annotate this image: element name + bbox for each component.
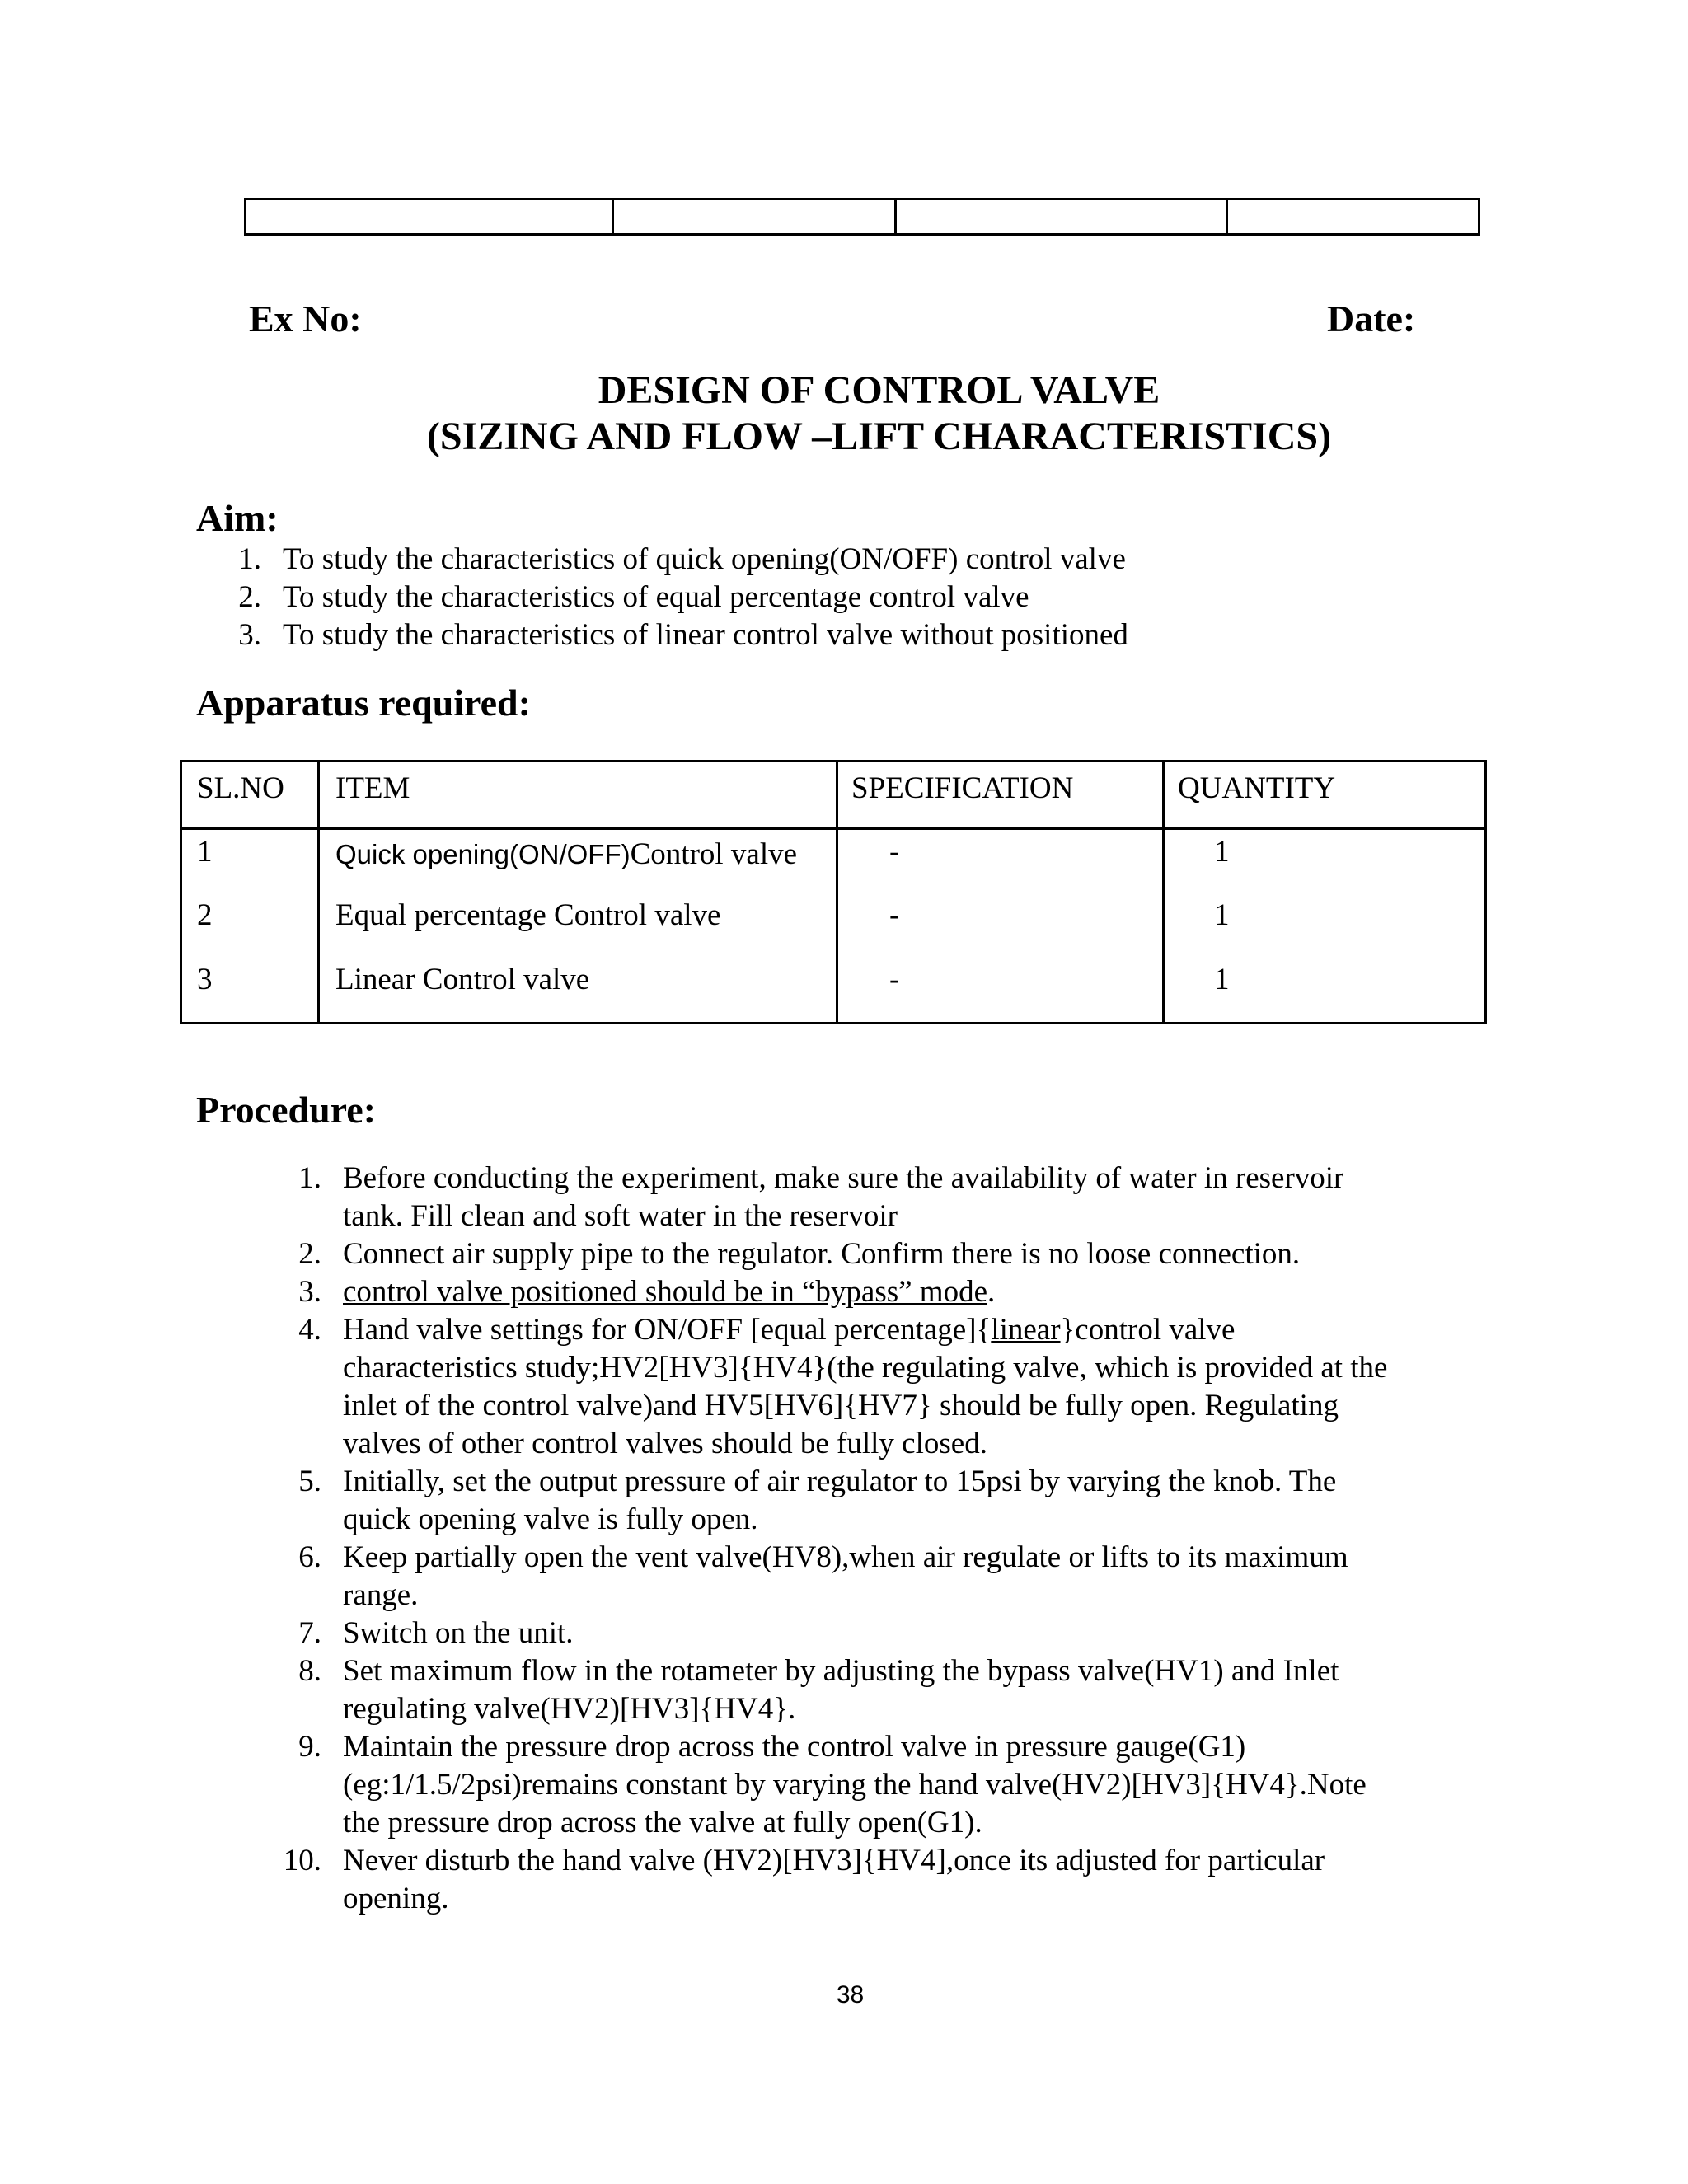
apparatus-table xyxy=(180,760,1487,1024)
header-strip-cell xyxy=(1228,200,1478,233)
header-strip-cell xyxy=(897,200,1228,233)
table-header-slno: SL.NO xyxy=(197,771,284,805)
table-cell-quantity: 1 xyxy=(1214,963,1230,996)
aim-heading: Aim: xyxy=(196,497,279,539)
list-item: 8. Set maximum flow in the rotameter by adjusting the bypass valve(HV1) and Inlet regulating valve(HV2)[HV3]{HV4}. xyxy=(298,1654,1339,1726)
table-cell-slno: 2 xyxy=(197,898,213,932)
list-item: 1. To study the characteristics of quick opening(ON/OFF) control valve xyxy=(238,542,1126,576)
document-subtitle: (SIZING AND FLOW –LIFT CHARACTERISTICS) xyxy=(426,415,1332,458)
table-cell-quantity: 1 xyxy=(1214,835,1230,869)
table-cell-slno: 1 xyxy=(197,835,213,869)
table-divider xyxy=(1162,762,1165,1022)
ex-no-label: Ex No: xyxy=(249,298,362,340)
table-cell-item: Quick opening(ON/OFF)Control valve xyxy=(335,837,798,871)
table-divider xyxy=(182,827,1484,830)
table-cell-item: Linear Control valve xyxy=(335,963,590,996)
list-item: 6. Keep partially open the vent valve(HV8),when air regulate or lifts to its maximum range. xyxy=(298,1540,1348,1612)
table-header-specification: SPECIFICATION xyxy=(851,771,1074,805)
table-cell-slno: 3 xyxy=(197,963,213,996)
table-divider xyxy=(836,762,838,1022)
procedure-list xyxy=(283,1160,1489,1918)
table-header-quantity: QUANTITY xyxy=(1178,771,1336,805)
list-item: 3. control valve positioned should be in “bypass” mode. xyxy=(298,1275,996,1309)
header-strip-cell xyxy=(614,200,897,233)
table-cell-quantity: 1 xyxy=(1214,898,1230,932)
list-item: 7. Switch on the unit. xyxy=(298,1616,574,1650)
list-item: 5. Initially, set the output pressure of air regulator to 15psi by varying the knob. The quick opening valve is fully open. xyxy=(298,1465,1337,1536)
list-item: 3. To study the characteristics of linear control valve without positioned xyxy=(238,618,1128,652)
apparatus-heading: Apparatus required: xyxy=(196,682,531,724)
list-item: 9. Maintain the pressure drop across the control valve in pressure gauge(G1) (eg:1/1.5/2psi)remains constant by varying the hand valve(HV2)[HV3]{HV4}.Note the pressure drop across the valve at fully open(G1). xyxy=(298,1730,1367,1840)
list-item: 2. Connect air supply pipe to the regulator. Confirm there is no loose connection. xyxy=(298,1237,1301,1271)
table-header-item: ITEM xyxy=(335,771,410,805)
list-item: 2. To study the characteristics of equal percentage control valve xyxy=(238,580,1029,614)
page-number: 38 xyxy=(836,1981,865,2008)
header-strip-table xyxy=(244,198,1480,236)
list-item: 4. Hand valve settings for ON/OFF [equal percentage]{linear}control valve characteristics study;HV2[HV3]{HV4}(the regulating valve, which is provided at the inlet of the control valve)and HV5[HV6]{HV7} should be fully open. Regulating valves of other control valves should be fully closed. xyxy=(298,1313,1388,1460)
table-cell-item: Equal percentage Control valve xyxy=(335,898,721,932)
date-label: Date: xyxy=(1327,298,1416,340)
document-title: DESIGN OF CONTROL VALVE xyxy=(598,368,1160,412)
table-divider xyxy=(317,762,320,1022)
list-item: 1. Before conducting the experiment, make sure the availability of water in reservoir tank. Fill clean and soft water in the reservoir xyxy=(298,1161,1344,1233)
table-cell-specification: - xyxy=(889,835,900,869)
table-cell-specification: - xyxy=(889,963,900,996)
header-strip-cell xyxy=(246,200,614,233)
aim-list xyxy=(238,541,1519,654)
procedure-heading: Procedure: xyxy=(196,1089,377,1131)
list-item: 10. Never disturb the hand valve (HV2)[HV3]{HV4],once its adjusted for particular opening. xyxy=(283,1844,1325,1915)
table-cell-specification: - xyxy=(889,898,900,932)
